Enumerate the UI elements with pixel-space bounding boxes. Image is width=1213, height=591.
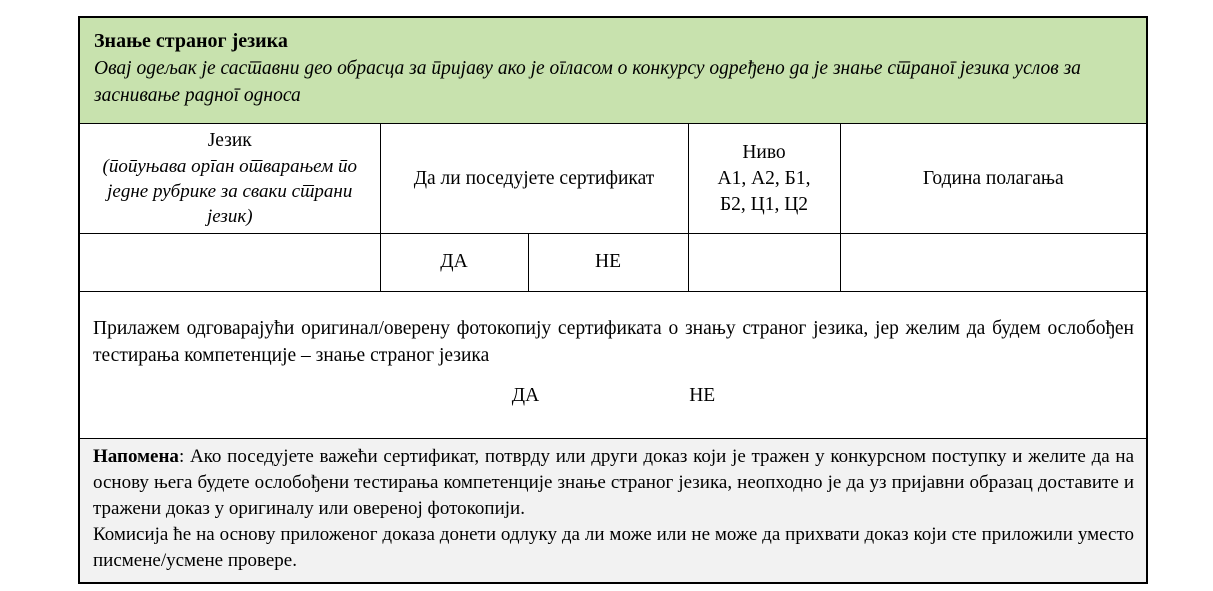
level-header-line2: А1, А2, Б1, (717, 167, 811, 189)
year-input-cell[interactable] (840, 234, 1146, 291)
level-header-line1: Ниво (742, 141, 786, 163)
note-text-1: : Ако поседујете важећи сертификат, потврду или други доказ који је тражен у конкурсном поступку и желите да на основу њега будете ослобођени тестирања компетенције знање страног језика, неопходно је да уз пријавни образац доставите и тражени доказ у оригиналу или овереној фотокопији. (93, 445, 1134, 519)
certificate-yes-label: ДА (440, 251, 468, 273)
table-header-row (80, 124, 1146, 234)
exemption-statement-text: Прилажем одговарајући оригинал/оверену фотокопију сертификата о знању страног језика, јер желим да будем ослобођен тестирања компетенције – знање страног језика (93, 317, 1134, 366)
certificate-yes-cell[interactable] (380, 234, 528, 291)
section-description: Овај одељак је саставни део обрасца за пријаву ако је огласом о конкурсу одређено да је знање страног језика услов за заснивање радног односа (94, 58, 1081, 106)
exemption-statement-block (80, 291, 1146, 439)
note-paragraph-1 (93, 444, 1134, 522)
foreign-language-form-section (78, 16, 1148, 584)
section-intro (80, 18, 1146, 124)
exemption-choices (93, 385, 1134, 407)
exemption-no-option[interactable]: НЕ (689, 384, 716, 406)
certificate-no-label: НЕ (595, 251, 621, 273)
note-label: Напомена (93, 445, 179, 467)
certificate-no-cell[interactable] (528, 234, 688, 291)
level-header-line3: Б2, Ц1, Ц2 (719, 193, 809, 215)
language-column-header (80, 124, 380, 234)
certificate-column-header (380, 124, 688, 234)
section-title: Знање страног језика (94, 30, 288, 52)
year-header-label: Година полагања (922, 167, 1064, 189)
language-header-label: Језик (207, 130, 252, 151)
language-header-note: (попуњава орган отварањем по једне рубрике за сваки страни језик) (102, 156, 357, 227)
table-answer-row (80, 234, 1146, 291)
year-column-header (840, 124, 1146, 234)
language-table (80, 124, 1146, 291)
note-block (80, 439, 1146, 582)
level-input-cell[interactable] (688, 234, 840, 291)
level-column-header (688, 124, 840, 234)
language-input-cell[interactable] (80, 234, 380, 291)
exemption-yes-option[interactable]: ДА (511, 384, 540, 406)
note-paragraph-2: Комисија ће на основу приложеног доказа донети одлуку да ли може или не може да прихвати доказ који сте приложили уместо писмене/усмене провере. (93, 523, 1134, 571)
certificate-header-label: Да ли поседујете сертификат (413, 167, 655, 189)
